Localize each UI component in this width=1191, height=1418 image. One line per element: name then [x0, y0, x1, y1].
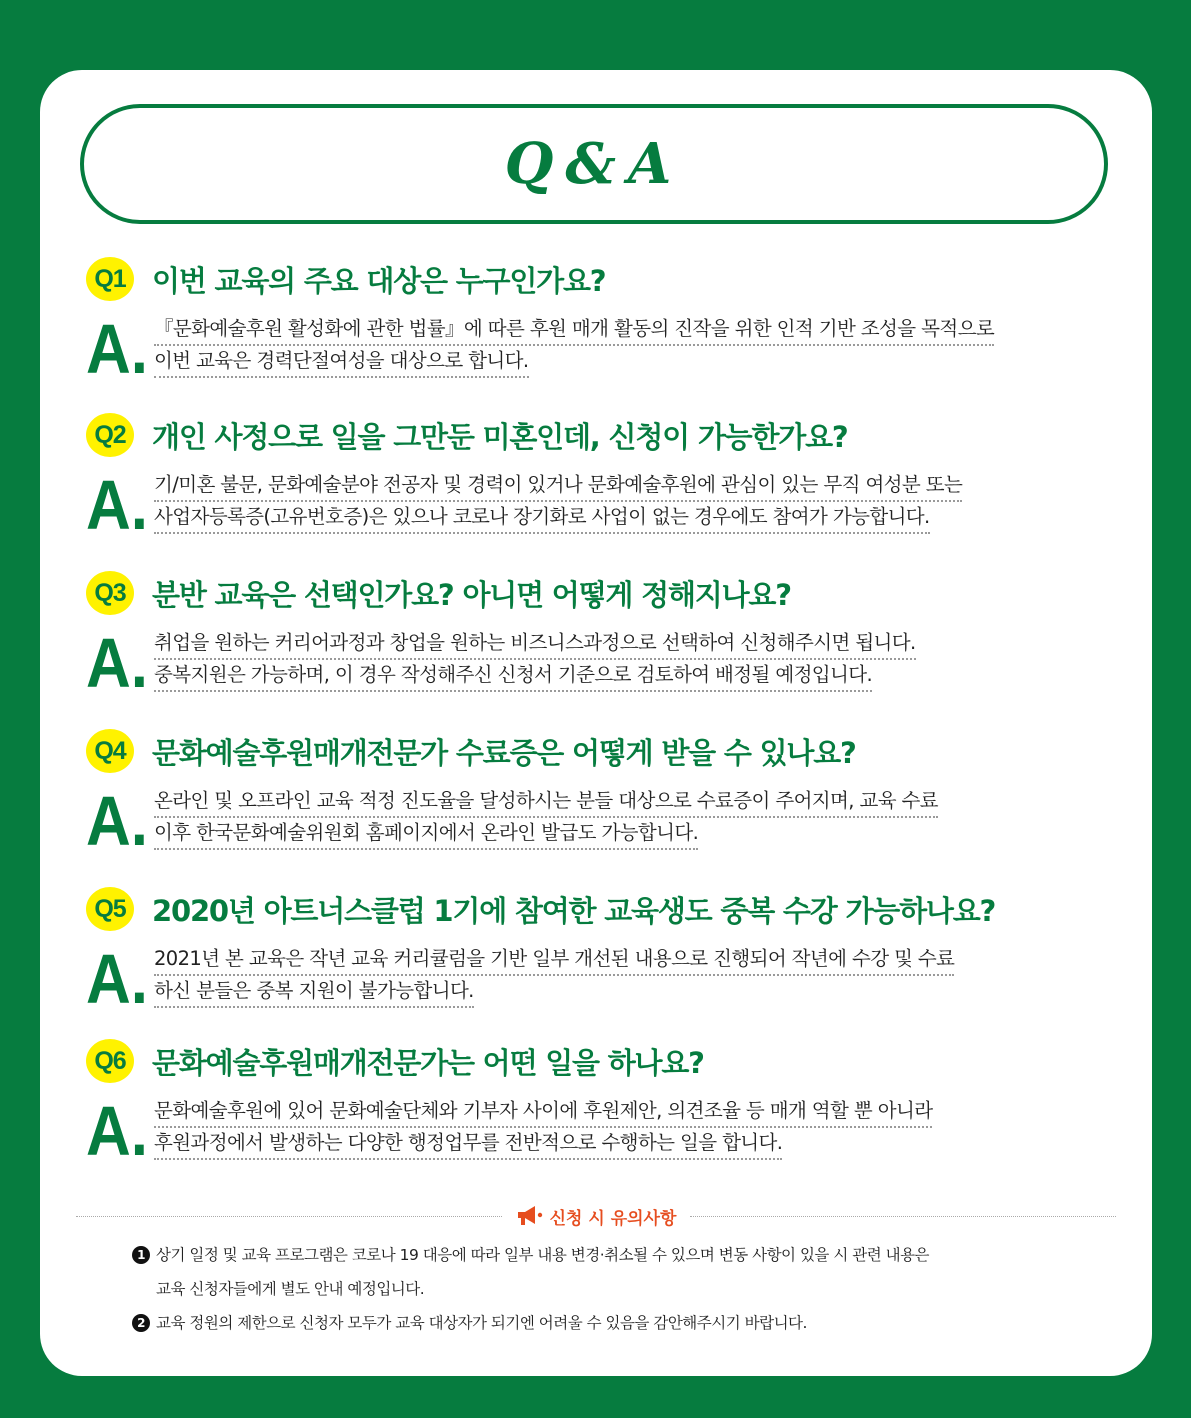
answer-row — [86, 311, 1116, 389]
answer-text — [154, 944, 954, 1008]
answer-mark: A. — [86, 625, 148, 703]
content-card — [40, 70, 1152, 1376]
question-text: 이번 교육의 주요 대상은 누구인가요? — [152, 263, 606, 298]
megaphone-icon — [516, 1205, 544, 1227]
answer-line: 취업을 원하는 커리어과정과 창업을 원하는 비즈니스과정으로 선택하여 신청해주시면 됩니다. — [154, 628, 916, 660]
answer-line: 후원과정에서 발생하는 다양한 행정업무를 전반적으로 수행하는 일을 합니다. — [154, 1128, 782, 1160]
question-row — [86, 256, 1116, 302]
answer-mark: A. — [86, 783, 148, 861]
notice-text: 교육 정원의 제한으로 신청자 모두가 교육 대상자가 되기엔 어려울 수 있음을 감안해주시기 바랍니다. — [156, 1314, 807, 1332]
answer-line: 중복지원은 가능하며, 이 경우 작성해주신 신청서 기준으로 검토하여 배정될 예정입니다. — [154, 660, 872, 692]
divider-right — [690, 1216, 1116, 1217]
answer-text — [154, 628, 916, 692]
notice-title-text: 신청 시 유의사항 — [549, 1208, 677, 1229]
answer-line: 2021년 본 교육은 작년 교육 커리큘럼을 기반 일부 개선된 내용으로 진행되어 작년에 수강 및 수료 — [154, 944, 954, 976]
question-row — [86, 886, 1116, 932]
answer-text — [154, 1096, 932, 1160]
question-badge: Q4 — [86, 729, 134, 773]
answer-row — [86, 625, 1116, 703]
answer-mark: A. — [86, 1093, 148, 1171]
notice-text: 상기 일정 및 교육 프로그램은 코로나 19 대응에 따라 일부 내용 변경·취소될 수 있으며 변동 사항이 있을 시 관련 내용은 — [156, 1246, 930, 1264]
question-badge: Q3 — [86, 571, 134, 615]
answer-line: 문화예술후원에 있어 문화예술단체와 기부자 사이에 후원제안, 의견조율 등 매개 역할 뿐 아니라 — [154, 1096, 932, 1128]
notice-list — [132, 1238, 1112, 1340]
qa-item-1 — [86, 256, 1116, 389]
answer-mark: A. — [86, 311, 148, 389]
answer-mark: A. — [86, 467, 148, 545]
answer-line: 온라인 및 오프라인 교육 적정 진도율을 달성하시는 분들 대상으로 수료증이 주어지며, 교육 수료 — [154, 786, 938, 818]
notice-title — [502, 1204, 691, 1229]
number-badge: 2 — [132, 1314, 150, 1332]
question-text: 문화예술후원매개전문가는 어떤 일을 하나요? — [152, 1045, 704, 1080]
answer-line: 기/미혼 불문, 문화예술분야 전공자 및 경력이 있거나 문화예술후원에 관심이 있는 무직 여성분 또는 — [154, 470, 962, 502]
question-row — [86, 1038, 1116, 1084]
title-banner — [80, 104, 1108, 224]
answer-row — [86, 783, 1116, 861]
answer-line: 『문화예술후원 활성화에 관한 법률』에 따른 후원 매개 활동의 진작을 위한 인적 기반 조성을 목적으로 — [154, 314, 994, 346]
question-text: 개인 사정으로 일을 그만둔 미혼인데, 신청이 가능한가요? — [152, 419, 848, 454]
answer-line: 이번 교육은 경력단절여성을 대상으로 합니다. — [154, 346, 529, 378]
question-row — [86, 412, 1116, 458]
notice-text-continued: 교육 신청자들에게 별도 안내 예정입니다. — [156, 1280, 425, 1298]
notice-header — [76, 1198, 1116, 1234]
answer-text — [154, 786, 938, 850]
question-text: 문화예술후원매개전문가 수료증은 어떻게 받을 수 있나요? — [152, 735, 856, 770]
answer-text — [154, 470, 962, 534]
question-badge: Q5 — [86, 887, 134, 931]
qa-item-5 — [86, 886, 1116, 1019]
question-row — [86, 570, 1116, 616]
divider-left — [76, 1216, 502, 1217]
qa-item-2 — [86, 412, 1116, 545]
qa-item-3 — [86, 570, 1116, 703]
answer-line: 하신 분들은 중복 지원이 불가능합니다. — [154, 976, 474, 1008]
question-text: 분반 교육은 선택인가요? 아니면 어떻게 정해지나요? — [152, 577, 791, 612]
question-text: 2020년 아트너스클럽 1기에 참여한 교육생도 중복 수강 가능하나요? — [152, 893, 996, 928]
question-row — [86, 728, 1116, 774]
answer-line: 이후 한국문화예술위원회 홈페이지에서 온라인 발급도 가능합니다. — [154, 818, 698, 850]
notice-item-2 — [132, 1306, 1112, 1340]
qa-item-6 — [86, 1038, 1116, 1171]
answer-line: 사업자등록증(고유번호증)은 있으나 코로나 장기화로 사업이 없는 경우에도 참여가 가능합니다. — [154, 502, 930, 534]
page-title: Q&A — [504, 131, 684, 197]
notice-item-1 — [132, 1238, 1112, 1272]
answer-row — [86, 941, 1116, 1019]
answer-text — [154, 314, 994, 378]
answer-mark: A. — [86, 941, 148, 1019]
answer-row — [86, 1093, 1116, 1171]
qa-item-4 — [86, 728, 1116, 861]
question-badge: Q2 — [86, 413, 134, 457]
question-badge: Q6 — [86, 1039, 134, 1083]
number-badge: 1 — [132, 1246, 150, 1264]
question-badge: Q1 — [86, 257, 134, 301]
answer-row — [86, 467, 1116, 545]
